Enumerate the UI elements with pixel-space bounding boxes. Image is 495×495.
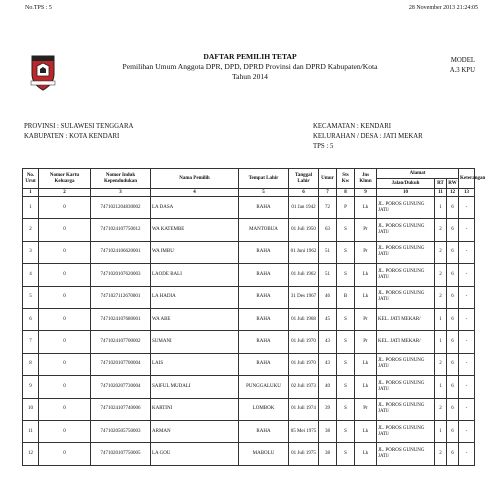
cell-nik: 7471027112670001 xyxy=(91,286,151,308)
cell-ket: - xyxy=(459,376,475,398)
cell-sts: S xyxy=(337,264,355,286)
cell-ket: - xyxy=(459,241,475,263)
table-row xyxy=(23,197,475,219)
cell-jk: Pr xyxy=(355,241,377,263)
cell-no: 11 xyxy=(23,420,39,442)
cell-tanggal: 01 Juli 1962 xyxy=(289,264,319,286)
col-tanggal: Tanggal Lahir xyxy=(289,169,319,189)
cell-kk: 0 xyxy=(39,353,91,375)
cell-kk: 0 xyxy=(39,376,91,398)
cell-jalan: JL. POROS GUNUNG JATI/ xyxy=(377,241,435,263)
cell-sts: P xyxy=(337,197,355,219)
cell-tempat: LOMBOK xyxy=(239,398,289,420)
cell-kk: 0 xyxy=(39,219,91,241)
column-number: 7 xyxy=(319,189,337,197)
cell-ket: - xyxy=(459,197,475,219)
cell-nik: 7471024106620001 xyxy=(91,241,151,263)
cell-jalan: JL. POROS GUNUNG JATI/ xyxy=(377,264,435,286)
cell-tanggal: 01 Juli 1974 xyxy=(289,398,319,420)
village: KELURAHAN / DESA : JATI MEKAR xyxy=(313,133,423,140)
col-kk: Nomor Kartu Keluarga xyxy=(39,169,91,189)
cell-rw: 6 xyxy=(447,443,459,465)
column-number: 3 xyxy=(91,189,151,197)
cell-tanggal: 01 Juli 1975 xyxy=(289,443,319,465)
cell-jalan: JL. POROS GUNUNG JATI/ xyxy=(377,443,435,465)
col-ket: Keterangan xyxy=(459,169,475,189)
column-number: 10 xyxy=(377,189,435,197)
table-row xyxy=(23,308,475,330)
cell-ket: - xyxy=(459,443,475,465)
cell-tanggal: 31 Des 1967 xyxy=(289,286,319,308)
cell-kk: 0 xyxy=(39,398,91,420)
cell-sts: S xyxy=(337,443,355,465)
table-row xyxy=(23,398,475,420)
cell-tempat: RAHA xyxy=(239,420,289,442)
column-number: 13 xyxy=(459,189,475,197)
column-number: 12 xyxy=(447,189,459,197)
cell-umur: 39 xyxy=(319,398,337,420)
kpu-logo-icon xyxy=(28,50,58,92)
cell-no: 1 xyxy=(23,197,39,219)
region-info-left xyxy=(24,122,133,142)
cell-tempat: RAHA xyxy=(239,264,289,286)
table-row xyxy=(23,420,475,442)
cell-jalan: JL. POROS GUNUNG JATI/ xyxy=(377,197,435,219)
document-year: Tahun 2014 xyxy=(232,72,268,81)
cell-nama: WA IMBU xyxy=(151,241,239,263)
cell-tempat: PUNGGALUKU xyxy=(239,376,289,398)
cell-rt: 1 xyxy=(435,331,447,353)
col-umur: Umur xyxy=(319,169,337,189)
cell-jalan: JL. POROS GUNUNG JATI/ xyxy=(377,398,435,420)
cell-rw: 6 xyxy=(447,264,459,286)
cell-tanggal: 01 Juli 1950 xyxy=(289,219,319,241)
cell-rt: 1 xyxy=(435,376,447,398)
cell-rw: 6 xyxy=(447,398,459,420)
cell-tempat: RAHA xyxy=(239,286,289,308)
cell-kk: 0 xyxy=(39,197,91,219)
voter-table xyxy=(22,168,486,466)
col-sts: Sts Kw xyxy=(337,169,355,189)
col-rt: RT xyxy=(435,179,447,189)
cell-nik: 7471024107680001 xyxy=(91,308,151,330)
cell-rt: 1 xyxy=(435,197,447,219)
cell-tempat: RAHA xyxy=(239,331,289,353)
column-number: 8 xyxy=(337,189,355,197)
cell-ket: - xyxy=(459,308,475,330)
cell-sts: S xyxy=(337,241,355,263)
table-row xyxy=(23,331,475,353)
cell-umur: 63 xyxy=(319,219,337,241)
cell-sts: S xyxy=(337,308,355,330)
cell-ket: - xyxy=(459,398,475,420)
cell-ket: - xyxy=(459,219,475,241)
cell-nama: LA HADIA xyxy=(151,286,239,308)
cell-kk: 0 xyxy=(39,443,91,465)
cell-umur: 43 xyxy=(319,331,337,353)
cell-jalan: KEL. JATI MEKAR/ xyxy=(377,308,435,330)
cell-jk: Lk xyxy=(355,376,377,398)
cell-ket: - xyxy=(459,331,475,353)
cell-no: 7 xyxy=(23,331,39,353)
cell-rw: 6 xyxy=(447,420,459,442)
cell-nik: 7471020107750005 xyxy=(91,443,151,465)
col-nik: Nomor Induk Kependudukan xyxy=(91,169,151,189)
cell-rw: 6 xyxy=(447,376,459,398)
cell-rt: 2 xyxy=(435,241,447,263)
col-jk: Jns Klmn xyxy=(355,169,377,189)
cell-nik: 7471020107620003 xyxy=(91,264,151,286)
cell-kk: 0 xyxy=(39,264,91,286)
cell-rw: 6 xyxy=(447,353,459,375)
column-number: 1 xyxy=(23,189,39,197)
column-number: 6 xyxy=(289,189,319,197)
cell-rt: 2 xyxy=(435,398,447,420)
cell-tanggal: 01 Juli 1970 xyxy=(289,331,319,353)
cell-rw: 6 xyxy=(447,241,459,263)
table-row xyxy=(23,219,475,241)
cell-umur: 51 xyxy=(319,264,337,286)
cell-rw: 6 xyxy=(447,219,459,241)
cell-sts: S xyxy=(337,398,355,420)
cell-tanggal: 01 Juli 1968 xyxy=(289,308,319,330)
cell-jalan: JL. POROS GUNUNG JATI/ xyxy=(377,286,435,308)
cell-nik: 7471021204830002 xyxy=(91,197,151,219)
cell-kk: 0 xyxy=(39,420,91,442)
col-no: No. Urut xyxy=(23,169,39,189)
cell-tanggal: 05 Mei 1975 xyxy=(289,420,319,442)
cell-nama: KARTINI xyxy=(151,398,239,420)
document-title: DAFTAR PEMILIH TETAP xyxy=(203,52,297,61)
cell-tempat: RAHA xyxy=(239,241,289,263)
cell-sts: B xyxy=(337,286,355,308)
cell-umur: 46 xyxy=(319,286,337,308)
model-code: A.3 KPU xyxy=(449,67,475,74)
cell-sts: S xyxy=(337,420,355,442)
cell-nama: LAODE BALI xyxy=(151,264,239,286)
cell-no: 8 xyxy=(23,353,39,375)
cell-sts: S xyxy=(337,376,355,398)
cell-nama: LA GOU xyxy=(151,443,239,465)
column-number: 9 xyxy=(355,189,377,197)
cell-tanggal: 02 Juli 1973 xyxy=(289,376,319,398)
cell-nik: 7471024107750012 xyxy=(91,219,151,241)
cell-nama: ARMAN xyxy=(151,420,239,442)
cell-jalan: JL. POROS GUNUNG JATI/ xyxy=(377,219,435,241)
cell-jalan: JL. POROS GUNUNG JATI/ xyxy=(377,420,435,442)
cell-jk: Lk xyxy=(355,420,377,442)
cell-no: 10 xyxy=(23,398,39,420)
cell-no: 9 xyxy=(23,376,39,398)
cell-ket: - xyxy=(459,353,475,375)
cell-umur: 40 xyxy=(319,376,337,398)
print-timestamp: 28 November 2013 21:24:05 xyxy=(408,5,478,11)
cell-tempat: RAHA xyxy=(239,308,289,330)
cell-nama: WA ABE xyxy=(151,308,239,330)
cell-no: 2 xyxy=(23,219,39,241)
cell-rw: 6 xyxy=(447,197,459,219)
cell-rt: 1 xyxy=(435,308,447,330)
cell-rt: 1 xyxy=(435,420,447,442)
regency: KABUPATEN : KOTA KENDARI xyxy=(24,133,120,140)
column-number: 2 xyxy=(39,189,91,197)
column-number: 11 xyxy=(435,189,447,197)
column-number-row xyxy=(23,189,475,197)
cell-jk: Lk xyxy=(355,286,377,308)
col-alamat: Alamat xyxy=(377,169,459,179)
cell-sts: S xyxy=(337,353,355,375)
cell-jk: Lk xyxy=(355,264,377,286)
cell-nama: LA DASA xyxy=(151,197,239,219)
cell-nama: SAIFUL MUDALI xyxy=(151,376,239,398)
cell-nama: WA KATEMBE xyxy=(151,219,239,241)
table-row xyxy=(23,353,475,375)
cell-jk: Pr xyxy=(355,308,377,330)
cell-kk: 0 xyxy=(39,331,91,353)
cell-jalan: JL. POROS GUNUNG JATI/ xyxy=(377,353,435,375)
document-subtitle: Pemilihan Umum Anggota DPR, DPD, DPRD Provinsi dan DPRD Kabupaten/Kota xyxy=(122,62,378,71)
cell-umur: 43 xyxy=(319,353,337,375)
cell-no: 12 xyxy=(23,443,39,465)
cell-tempat: RAHA xyxy=(239,197,289,219)
table-row xyxy=(23,443,475,465)
table-row xyxy=(23,241,475,263)
region-info-right xyxy=(313,122,423,152)
cell-no: 3 xyxy=(23,241,39,263)
cell-sts: S xyxy=(337,331,355,353)
cell-no: 6 xyxy=(23,308,39,330)
tps-number: No.TPS : 5 xyxy=(25,5,52,11)
cell-jalan: KEL. JATI MEKAR/ xyxy=(377,331,435,353)
cell-sts: S xyxy=(337,219,355,241)
table-row xyxy=(23,264,475,286)
col-jalan: Jalan/Dukuh xyxy=(377,179,435,189)
cell-tanggal: 01 Juli 1970 xyxy=(289,353,319,375)
district: KECAMATAN : KENDARI xyxy=(313,123,391,130)
cell-nama: LAIS xyxy=(151,353,239,375)
cell-jk: Pr xyxy=(355,331,377,353)
cell-rt: 2 xyxy=(435,264,447,286)
cell-kk: 0 xyxy=(39,241,91,263)
document-title-block xyxy=(100,52,400,82)
cell-rw: 6 xyxy=(447,286,459,308)
cell-rt: 2 xyxy=(435,353,447,375)
cell-rw: 6 xyxy=(447,308,459,330)
cell-kk: 0 xyxy=(39,308,91,330)
col-tempat: Tempat Lahir xyxy=(239,169,289,189)
cell-umur: 45 xyxy=(319,308,337,330)
cell-jk: Pr xyxy=(355,219,377,241)
cell-tempat: MABOLU xyxy=(239,443,289,465)
cell-umur: 51 xyxy=(319,241,337,263)
cell-tempat: MANTOBUA xyxy=(239,219,289,241)
cell-rt: 2 xyxy=(435,286,447,308)
col-rw: RW xyxy=(447,179,459,189)
cell-umur: 38 xyxy=(319,420,337,442)
table-row xyxy=(23,376,475,398)
cell-nama: SUMANI xyxy=(151,331,239,353)
cell-kk: 0 xyxy=(39,286,91,308)
cell-umur: 72 xyxy=(319,197,337,219)
cell-jalan: JL. POROS GUNUNG JATI/ xyxy=(377,376,435,398)
cell-nik: 7471020505750003 xyxy=(91,420,151,442)
cell-ket: - xyxy=(459,264,475,286)
cell-no: 4 xyxy=(23,264,39,286)
cell-nik: 7471020107700004 xyxy=(91,353,151,375)
cell-jk: Lk xyxy=(355,197,377,219)
cell-umur: 38 xyxy=(319,443,337,465)
cell-nik: 7471024107700002 xyxy=(91,331,151,353)
column-number: 5 xyxy=(239,189,289,197)
cell-tanggal: 01 Juni 1962 xyxy=(289,241,319,263)
cell-tempat: RAHA xyxy=(239,353,289,375)
cell-jk: Lk xyxy=(355,353,377,375)
model-label: MODEL xyxy=(450,57,475,64)
table-row xyxy=(23,286,475,308)
cell-jk: Pr xyxy=(355,398,377,420)
polling-station: TPS : 5 xyxy=(313,143,334,150)
cell-no: 5 xyxy=(23,286,39,308)
cell-ket: - xyxy=(459,420,475,442)
cell-ket: - xyxy=(459,286,475,308)
col-nama: Nama Pemilih xyxy=(151,169,239,189)
cell-nik: 7471020207730004 xyxy=(91,376,151,398)
column-number: 4 xyxy=(151,189,239,197)
cell-tanggal: 01 Jan 1942 xyxy=(289,197,319,219)
cell-jk: Lk xyxy=(355,443,377,465)
cell-rt: 2 xyxy=(435,219,447,241)
form-model xyxy=(450,56,475,76)
cell-nik: 7471024107740006 xyxy=(91,398,151,420)
voter-table-body xyxy=(23,197,475,466)
cell-rw: 6 xyxy=(447,331,459,353)
province: PROVINSI : SULAWESI TENGGARA xyxy=(24,123,134,130)
cell-rt: 2 xyxy=(435,443,447,465)
